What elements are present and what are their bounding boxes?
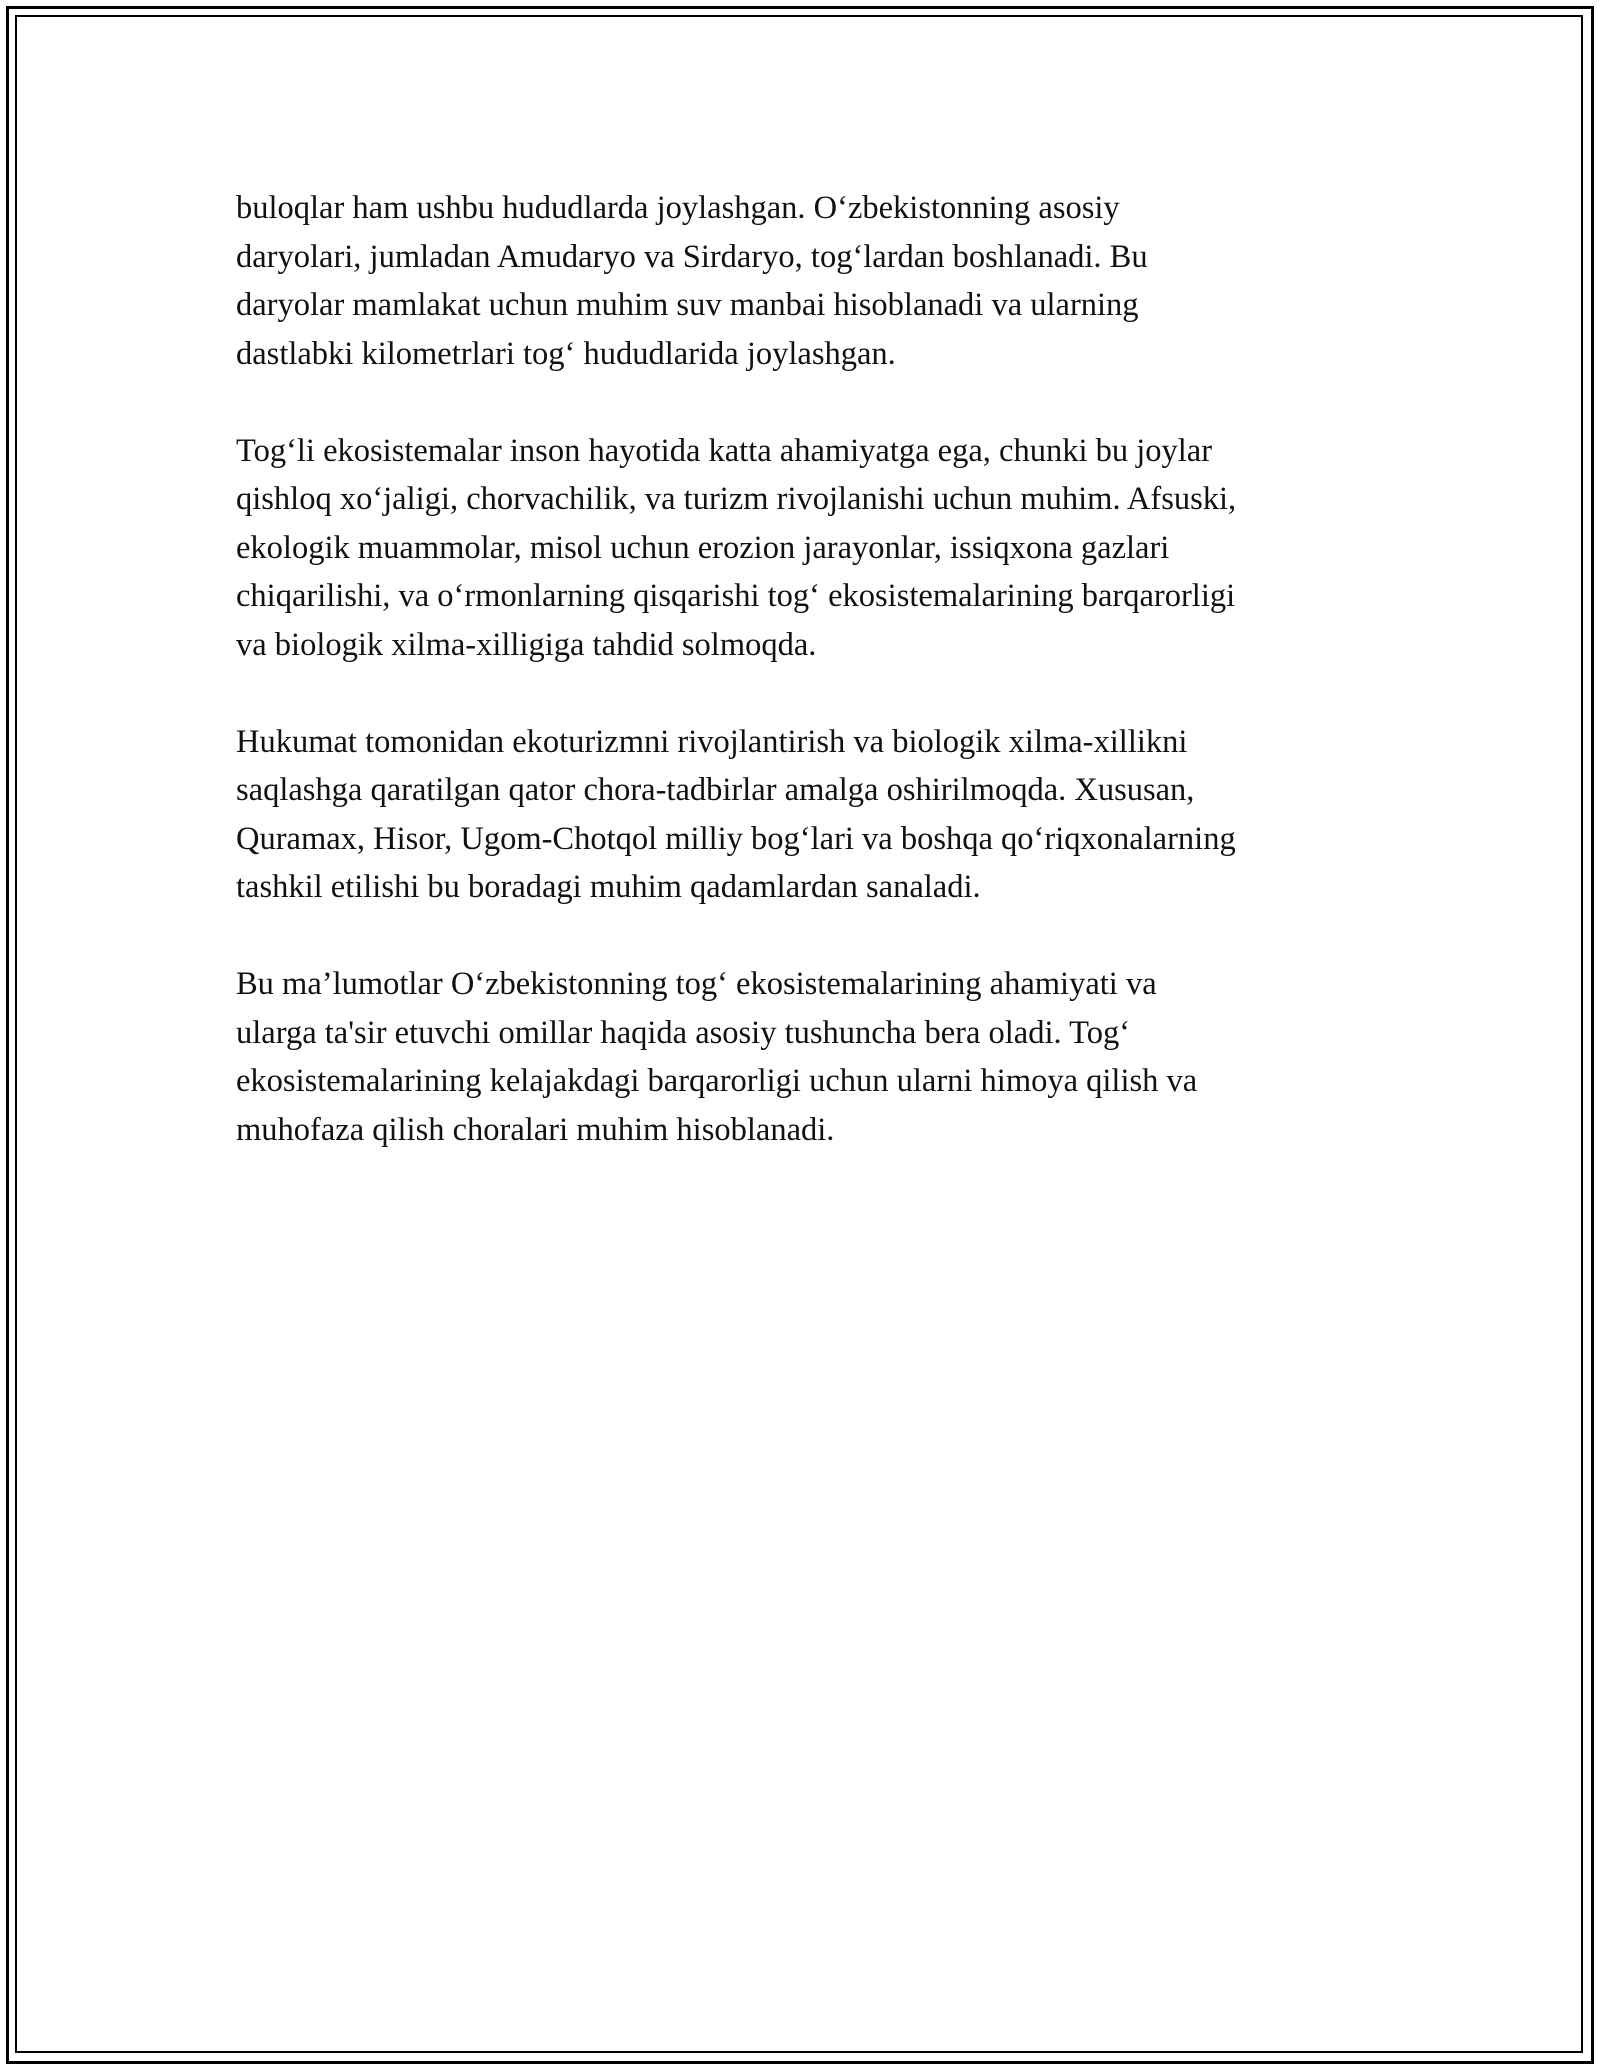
paragraph-2 [236, 427, 1376, 670]
paragraph-1 [236, 184, 1376, 378]
paragraph-line: Hukumat tomonidan ekoturizmni rivojlantirish va biologik xilma-xillikni [236, 723, 1188, 760]
paragraph-line: ekosistemalarining kelajakdagi barqarorligi uchun ularni himoya qilish va [236, 1063, 1198, 1099]
paragraph-line: ekologik muammolar, misol uchun erozion jarayonlar, issiqxona gazlari [236, 529, 1170, 566]
paragraph-line: daryolar mamlakat uchun muhim suv manbai hisoblanadi va ularning [236, 287, 1139, 323]
paragraph-line: Tog‘li ekosistemalar inson hayotida katta ahamiyatga ega, chunki bu joylar [236, 432, 1213, 469]
paragraph-line: dastlabki kilometrlari tog‘ hududlarida joylashgan. [236, 335, 896, 372]
paragraph-line: daryolari, jumladan Amudaryo va Sirdaryo, tog‘lardan boshlanadi. Bu [236, 238, 1148, 275]
paragraph-line: Bu ma’lumotlar O‘zbekistonning tog‘ ekosistemalarining ahamiyati va [236, 966, 1157, 1002]
paragraph-line: chiqarilishi, va o‘rmonlarning qisqarishi tog‘ ekosistemalarining barqarorligi [236, 578, 1236, 614]
paragraph-line: va biologik xilma-xilligiga tahdid solmoqda. [236, 626, 817, 663]
paragraph-line: buloqlar ham ushbu hududlarda joylashgan. O‘zbekistonning asosiy [236, 190, 1120, 226]
paragraph-line: ularga ta'sir etuvchi omillar haqida asosiy tushuncha bera oladi. Tog‘ [236, 1014, 1131, 1051]
paragraph-4 [236, 960, 1376, 1154]
paragraph-line: qishloq xo‘jaligi, chorvachilik, va turizm rivojlanishi uchun muhim. Afsuski, [236, 481, 1237, 517]
paragraph-line: muhofaza qilish choralari muhim hisoblanadi. [236, 1111, 835, 1148]
paragraph-line: saqlashga qaratilgan qator chora-tadbirlar amalga oshirilmoqda. Xususan, [236, 772, 1195, 808]
paragraph-line: tashkil etilishi bu boradagi muhim qadamlardan sanaladi. [236, 869, 981, 905]
document-body [236, 184, 1376, 1203]
paragraph-line: Quramax, Hisor, Ugom-Chotqol milliy bog‘lari va boshqa qo‘riqxonalarning [236, 820, 1236, 857]
paragraph-3 [236, 718, 1376, 912]
